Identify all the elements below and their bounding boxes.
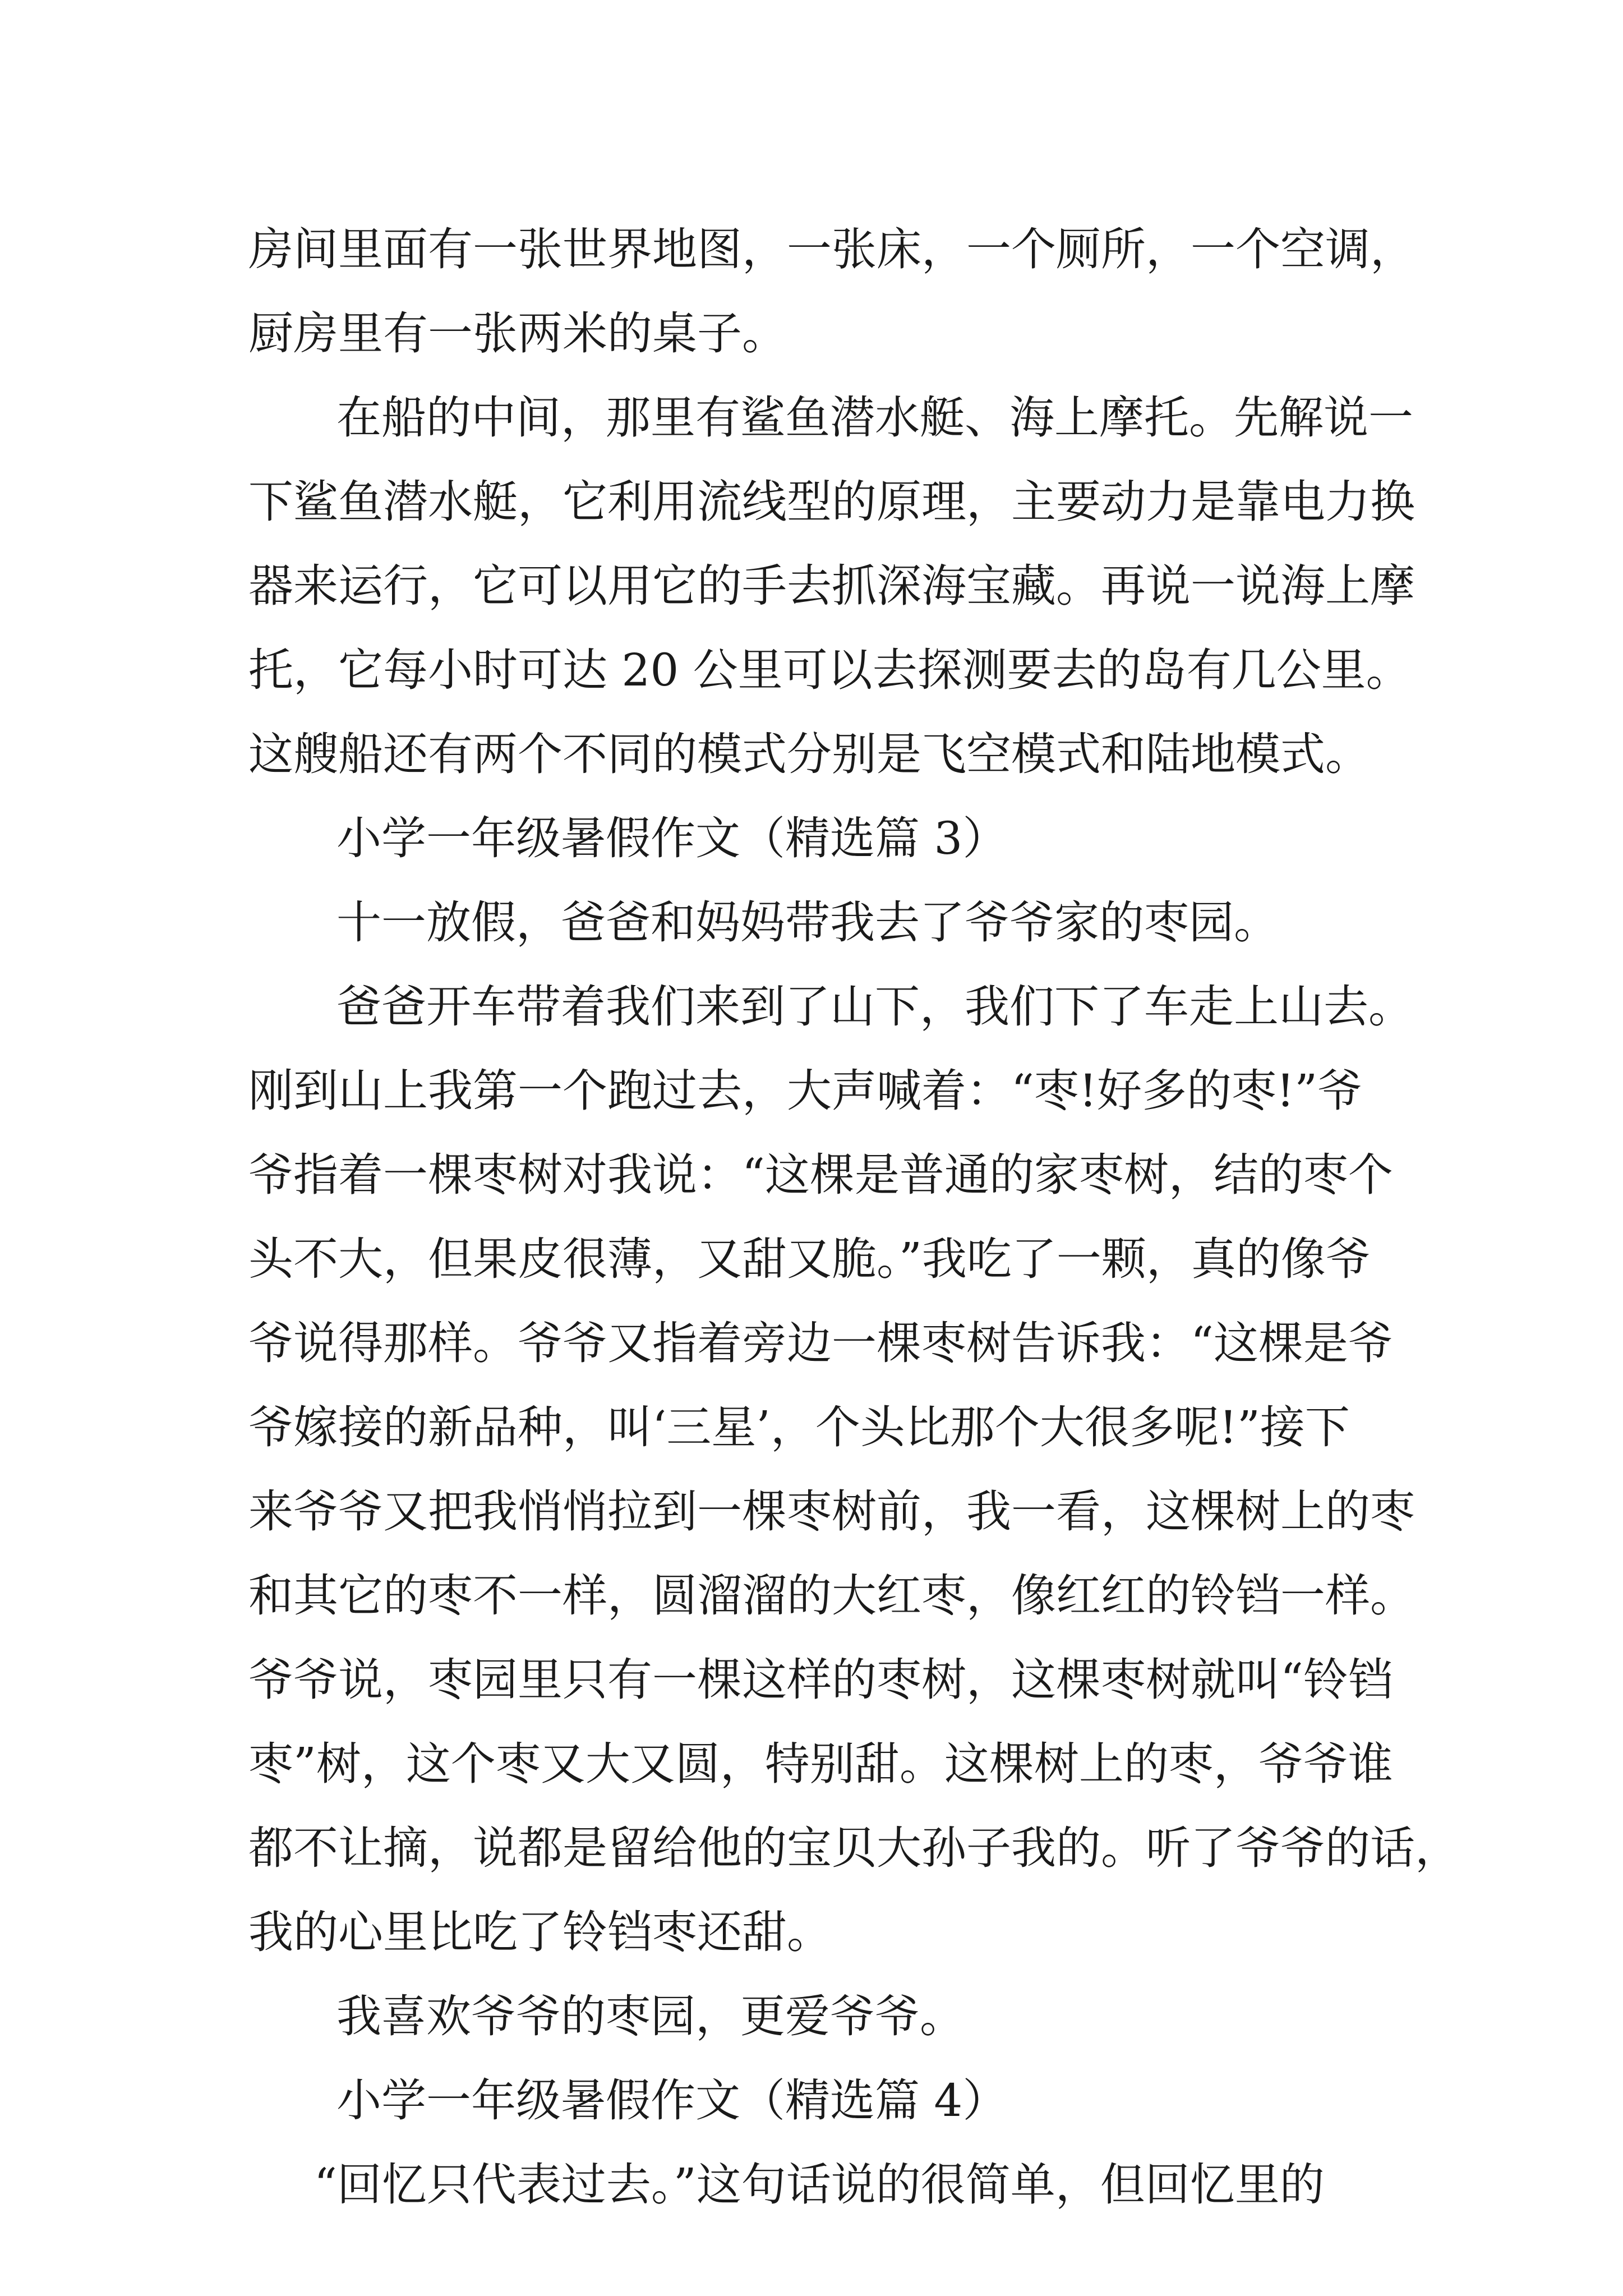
text-line-11: 刚到山上我第一个跑过去，大声喊着：“枣!好多的枣!”爷 bbox=[248, 1065, 1363, 1117]
text-line-2: 厨房里有一张两米的桌子。 bbox=[248, 307, 787, 360]
text-line-7: 这艘船还有两个不同的模式分别是飞空模式和陆地模式。 bbox=[248, 728, 1370, 780]
text-line-19: 枣”树，这个枣又大又圆，特别甜。这棵树上的枣，爷爷谁 bbox=[248, 1738, 1393, 1790]
text-line-3: 在船的中间，那里有鲨鱼潜水艇、海上摩托。先解说一 bbox=[336, 392, 1413, 444]
section-heading-3: 小学一年级暑假作文（精选篇 3） bbox=[336, 812, 1008, 864]
text-line-22: 我喜欢爷爷的枣园，更爱爷爷。 bbox=[336, 1990, 965, 2042]
text-line-17: 和其它的枣不一样，圆溜溜的大红枣，像红红的铃铛一样。 bbox=[248, 1570, 1415, 1622]
text-line-14: 爷说得那样。爷爷又指着旁边一棵枣树告诉我：“这棵是爷 bbox=[248, 1317, 1393, 1369]
text-line-6: 托，它每小时可达 20 公里可以去探测要去的岛有几公里。 bbox=[248, 644, 1411, 696]
text-line-1: 房间里面有一张世界地图，一张床，一个厕所，一个空调， bbox=[248, 223, 1415, 275]
text-line-16: 来爷爷又把我悄悄拉到一棵枣树前，我一看，这棵树上的枣 bbox=[248, 1485, 1415, 1538]
text-line-15: 爷嫁接的新品种，叫‘三星’，个头比那个大很多呢!”接下 bbox=[248, 1401, 1350, 1453]
text-line-4: 下鲨鱼潜水艇，它利用流线型的原理，主要动力是靠电力换 bbox=[248, 476, 1415, 528]
text-line-24: “回忆只代表过去。”这句话说的很简单，但回忆里的 bbox=[314, 2159, 1325, 2211]
text-line-18: 爷爷说，枣园里只有一棵这样的枣树，这棵枣树就叫“铃铛 bbox=[248, 1654, 1393, 1706]
text-line-5: 器来运行，它可以用它的手去抓深海宝藏。再说一说海上摩 bbox=[248, 560, 1415, 612]
text-line-12: 爷指着一棵枣树对我说：“这棵是普通的家枣树，结的枣个 bbox=[248, 1149, 1393, 1201]
section-heading-4: 小学一年级暑假作文（精选篇 4） bbox=[336, 2074, 1008, 2127]
text-line-20: 都不让摘，说都是留给他的宝贝大孙子我的。听了爷爷的话， bbox=[248, 1822, 1460, 1874]
text-line-13: 头不大，但果皮很薄，又甜又脆。”我吃了一颗，真的像爷 bbox=[248, 1233, 1371, 1285]
text-line-9: 十一放假，爸爸和妈妈带我去了爷爷家的枣园。 bbox=[336, 896, 1279, 949]
text-line-21: 我的心里比吃了铃铛枣还甜。 bbox=[248, 1906, 832, 1958]
text-line-10: 爸爸开车带着我们来到了山下，我们下了车走上山去。 bbox=[336, 981, 1413, 1033]
